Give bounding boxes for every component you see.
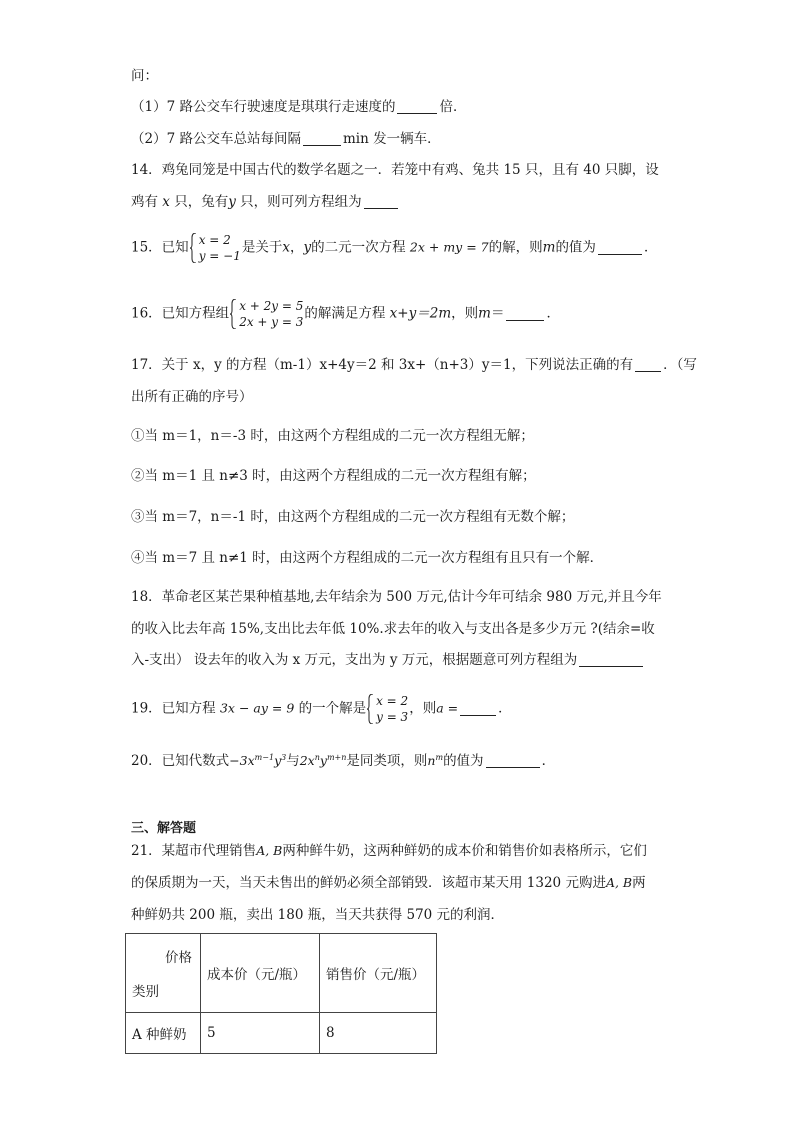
header-category-label: 类别 [132, 984, 159, 1000]
answer-blank[interactable] [598, 239, 642, 255]
power-expression: $n^m$ [427, 753, 444, 769]
q18-line3: 入-支出） 设去年的收入为 x 万元，支出为 y 万元，根据题意可列方程组为 [131, 650, 645, 670]
q20: 20．已知代数式$-3x^{m-1}y^3$与$2x^ny^{m+n}$是同类项，则$n^m$的值为 ． [131, 753, 556, 770]
answer-blank[interactable] [506, 305, 544, 321]
equation-system: x + 2y = 5 2x + y = 3 [230, 298, 303, 330]
q17-option3: ③当 m＝7，n＝-1 时，由这两个方程组成的二元一次方程组有无数个解； [131, 509, 575, 525]
monomial-1: $-3x^{m-1}y^3$ [229, 753, 287, 769]
cell-cost: 5 [201, 1013, 320, 1054]
equation-system: x = 2 y = −1 [190, 232, 241, 264]
header-cost: 成本价（元/瓶） [201, 934, 320, 1013]
intro-text: 问： [131, 68, 158, 84]
cell-price: 8 [320, 1013, 437, 1054]
q18-line1: 18．革命老区某芒果种植基地,去年结余为 500 万元,估计今年可结余 980 万元,并且今年 [131, 589, 662, 605]
equation-system: x = 2 y = 3 [367, 693, 408, 725]
q13-part2: （2）7 路公交车总站每间隔 min 发一辆车． [131, 131, 441, 147]
q19: 19．已知方程 3x − ay = 9 的一个解是 x = 2 y = 3 ，则a = ． [131, 694, 512, 724]
header-price-label: 价格 [165, 950, 192, 966]
table-header-row [126, 934, 437, 1013]
brace-icon [367, 694, 373, 724]
answer-blank[interactable] [635, 356, 661, 372]
q13-part1: （1）7 路公交车行驶速度是琪琪行走速度的 倍． [131, 99, 467, 115]
q21-line3: 种鲜奶共 200 瓶，卖出 180 瓶，当天共获得 570 元的利润． [131, 907, 505, 923]
table-row [126, 1013, 437, 1054]
monomial-2: $2x^ny^{m+n}$ [299, 753, 347, 769]
q17-line2: 出所有正确的序号） [131, 389, 253, 405]
q16: 16．已知方程组 x + 2y = 5 2x + y = 3 的解满足方程 x+y＝2m，则m＝ ． [131, 299, 560, 329]
q17-option4: ④当 m＝7 且 n≠1 时，由这两个方程组成的二元一次方程组有且只有一个解． [131, 550, 604, 566]
brace-icon [230, 299, 236, 329]
q14-line1: 14．鸡兔同笼是中国古代的数学名题之一．若笼中有鸡、兔共 15 只，且有 40 只脚，设 [131, 162, 659, 178]
answer-blank[interactable] [460, 700, 496, 716]
q17-line1: 17．关于 x，y 的方程（m-1）x+4y＝2 和 3x+（n+3）y＝1，下列说法正确的有 ．（写 [131, 357, 697, 373]
q14-line2: 鸡有 x 只，兔有y 只，则可列方程组为 [131, 192, 400, 212]
header-sale-price: 销售价（元/瓶） [320, 934, 437, 1013]
q21-line1: 21．某超市代理销售A, B两种鲜牛奶，这两种鲜奶的成本价和销售价如表格所示，它们 [131, 843, 647, 859]
diagonal-header-cell [126, 934, 201, 1013]
brace-icon [190, 233, 196, 263]
answer-blank[interactable] [486, 752, 540, 768]
answer-blank[interactable] [397, 98, 437, 114]
answer-blank[interactable] [579, 651, 643, 667]
q17-option1: ①当 m＝1，n＝-3 时，由这两个方程组成的二元一次方程组无解； [131, 428, 534, 444]
q17-option2: ②当 m＝1 且 n≠3 时，由这两个方程组成的二元一次方程组有解； [131, 468, 536, 484]
answer-blank[interactable] [364, 193, 398, 209]
answer-blank[interactable] [303, 130, 341, 146]
q21-line2: 的保质期为一天，当天未售出的鲜奶必须全部销毁．该超市某天用 1320 元购进A, B两 [131, 875, 646, 891]
q18-line2: 的收入比去年高 15%,支出比去年低 10%.求去年的收入与支出各是多少万元 ?(结余=收 [131, 621, 655, 637]
q15: 15．已知 x = 2 y = −1 是关于x，y的二元一次方程 2x + my = 7的解，则m的值为 ． [131, 233, 658, 263]
price-table [125, 933, 437, 1054]
section-heading: 三、解答题 [131, 821, 197, 836]
cell-type: A 种鲜奶 [126, 1013, 201, 1054]
